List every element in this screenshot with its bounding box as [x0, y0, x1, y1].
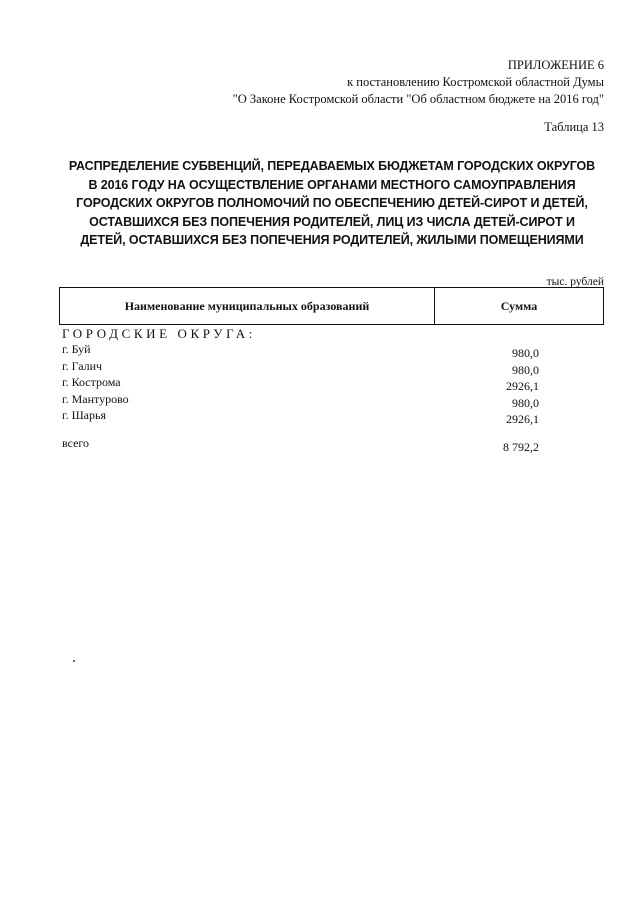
table-row [62, 358, 539, 375]
row-name: г. Мантурово [62, 391, 129, 406]
row-value: 2926,1 [506, 379, 539, 393]
table-row [62, 374, 539, 391]
table-row [62, 341, 539, 358]
row-value: 980,0 [512, 362, 539, 377]
annex-number: ПРИЛОЖЕНИЕ 6 [507, 58, 604, 72]
table-number: Таблица 13 [544, 120, 604, 134]
column-header-name: Наименование муниципальных образований [60, 288, 435, 324]
table-header [59, 287, 604, 325]
total-label: всего [62, 436, 90, 450]
row-value: 980,0 [512, 346, 539, 360]
column-header-sum: Сумма [500, 298, 538, 313]
title-line: ДЕТЕЙ, ОСТАВШИХСЯ БЕЗ ПОПЕЧЕНИЯ РОДИТЕЛЕЙ, ЖИЛЫМИ ПОМЕЩЕНИЯМИ [80, 233, 584, 247]
table-body [62, 341, 539, 424]
row-name: г. Буй [62, 342, 91, 356]
total-row [62, 436, 539, 455]
annex-header [44, 57, 604, 108]
row-value: 2926,1 [506, 412, 539, 426]
title-line: ОСТАВШИХСЯ БЕЗ ПОПЕЧЕНИЯ РОДИТЕЛЕЙ, ЛИЦ ИЗ ЧИСЛА ДЕТЕЙ-СИРОТ И [89, 214, 575, 229]
title-line: РАСПРЕДЕЛЕНИЕ СУБВЕНЦИЙ, ПЕРЕДАВАЕМЫХ БЮДЖЕТАМ ГОРОДСКИХ ОКРУГОВ [68, 159, 596, 173]
row-name: г. Кострома [62, 375, 121, 389]
row-name: г. Шарья [62, 408, 106, 422]
table-row [62, 391, 539, 408]
title-line: ГОРОДСКИХ ОКРУГОВ ПОЛНОМОЧИЙ ПО ОБЕСПЕЧЕНИЮ ДЕТЕЙ-СИРОТ И ДЕТЕЙ, [76, 196, 588, 210]
row-name: г. Галич [62, 358, 103, 373]
row-value: 980,0 [512, 395, 539, 410]
title-line: В 2016 ГОДУ НА ОСУЩЕСТВЛЕНИЕ ОРГАНАМИ МЕСТНОГО САМОУПРАВЛЕНИЯ [88, 177, 576, 192]
document-title [56, 157, 608, 250]
scan-speck [73, 660, 75, 662]
total-value: 8 792,2 [503, 440, 539, 454]
table-row [62, 407, 539, 424]
annex-resolution: к постановлению Костромской областной Думы [347, 75, 604, 89]
group-title: ГОРОДСКИЕ ОКРУГА: [62, 326, 256, 341]
unit-label: тыс. рублей [546, 276, 604, 288]
annex-law: "О Законе Костромской области "Об областном бюджете на 2016 год" [232, 92, 604, 106]
